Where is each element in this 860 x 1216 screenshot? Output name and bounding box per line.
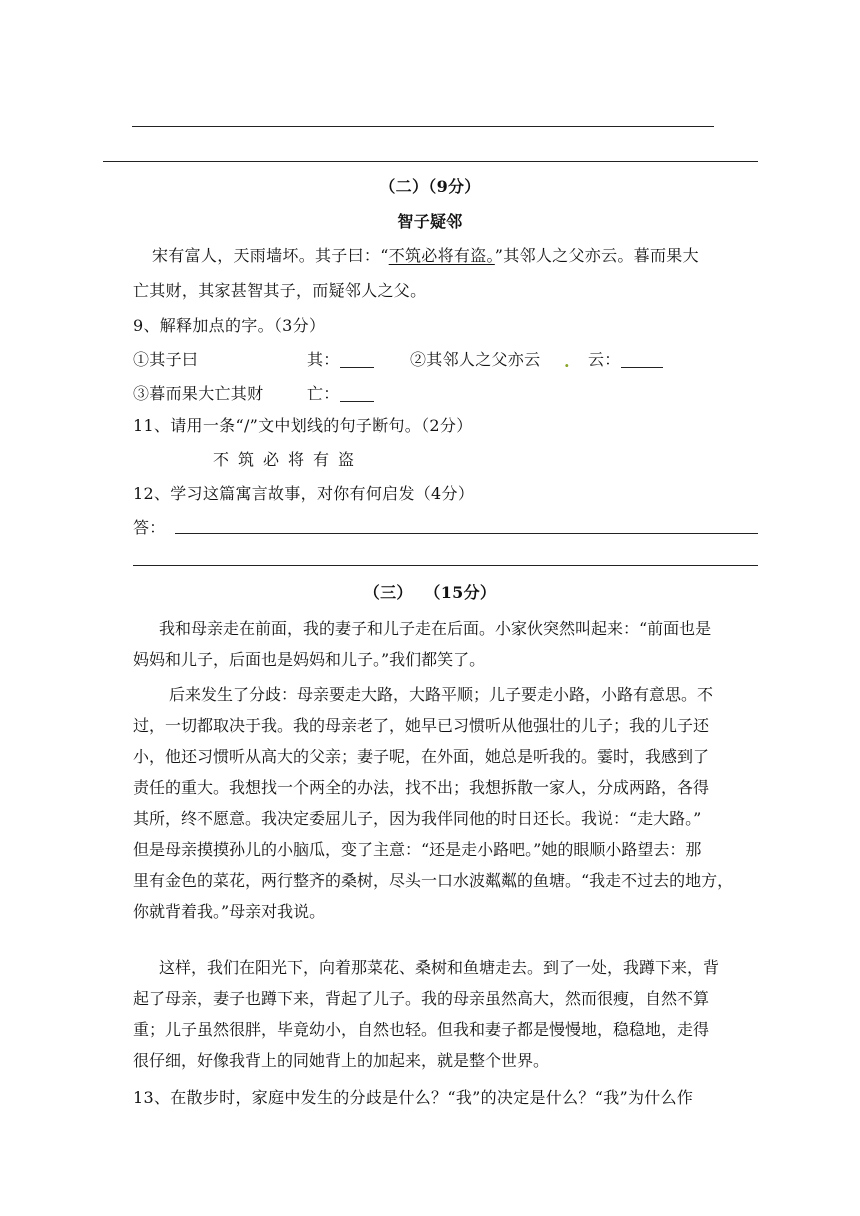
question-9: 9、解释加点的字。（3分）: [133, 316, 326, 335]
p3-line: 起了母亲，妻子也蹲下来，背起了儿子。我的母亲虽然高大，然而很瘦，自然不算: [133, 989, 710, 1008]
p1-line: 我和母亲走在前面，我的妻子和儿子走在后面。小家伙突然叫起来：“前面也是: [159, 619, 712, 638]
q9-item-3-blank[interactable]: [340, 385, 374, 402]
passage-line-2: 亡其财，其家甚智其子，而疑邻人之父。: [133, 281, 427, 300]
question-11: 11、请用一条“/”文中划线的句子断句。（2分）: [133, 416, 473, 435]
q9-item-2-key-label: 云：: [588, 350, 621, 369]
q12-answer-line-2[interactable]: [133, 565, 758, 566]
p2-line: 后来发生了分歧：母亲要走大路，大路平顺；儿子要走小路，小路有意思。不: [169, 685, 714, 704]
q9-item-1-key: [307, 350, 374, 370]
q9-item-2: ②其邻人之父亦云: [410, 350, 541, 369]
q9-item-3-key-label: 亡：: [307, 384, 340, 403]
p3-line: 这样，我们在阳光下，向着那菜花、桑树和鱼塘走去。到了一处，我蹲下来，背: [159, 958, 720, 977]
p2-line: 责任的重大。我想找一个两全的办法，找不出；我想拆散一家人，分成两路，各得: [133, 778, 710, 797]
q9-item-3-key: [307, 384, 374, 404]
q9-item-2-key: [588, 350, 663, 370]
section3-header: （三） （15分）: [363, 583, 497, 602]
answer-line-top: [132, 126, 714, 127]
emphasis-dot: .: [564, 352, 570, 371]
q11-sentence: 不筑必将有盗: [213, 450, 364, 469]
q9-item-2-blank[interactable]: [621, 351, 663, 368]
q12-answer-line-1[interactable]: [175, 533, 758, 534]
q9-item-3: ③暮而果大亡其财: [133, 384, 264, 403]
paragraph-1: [133, 613, 758, 675]
paragraph-3: [133, 952, 758, 1076]
p2-line: 过，一切都取决于我。我的母亲老了，她早已习惯听从他强壮的儿子；我的儿子还: [133, 716, 710, 735]
question-13: 13、在散步时，家庭中发生的分歧是什么？“我”的决定是什么？“我”为什么作: [133, 1088, 694, 1107]
p2-line: 里有金色的菜花，两行整齐的桑树，尽头一口水波粼粼的鱼塘。“我走不过去的地方，: [133, 871, 734, 890]
p3-line: 很仔细，好像我背上的同她背上的加起来，就是整个世界。: [133, 1051, 550, 1070]
p2-line: 小，他还习惯听从高大的父亲；妻子呢，在外面，她总是听我的。霎时，我感到了: [133, 747, 710, 766]
paragraph-2: [133, 679, 758, 927]
underlined-sentence: 不筑必将有盗。: [388, 246, 495, 265]
p2-line: 但是母亲摸摸孙儿的小脑瓜，变了主意：“还是走小路吧。”她的眼顺小路望去：那: [133, 840, 702, 859]
section2-header: （二）（9分）: [379, 177, 481, 196]
q9-item-1-key-label: 其：: [307, 350, 340, 369]
passage-title: 智子疑邻: [397, 212, 463, 231]
q9-item-1-blank[interactable]: [340, 351, 374, 368]
p1-line: 妈妈和儿子，后面也是妈妈和儿子。”我们都笑了。: [133, 650, 486, 669]
question-12: 12、学习这篇寓言故事，对你有何启发（4分）: [133, 484, 475, 503]
answer-line-top-2: [103, 161, 758, 162]
p2-line: 其所，终不愿意。我决定委屈儿子，因为我伴同他的时日还长。我说：“走大路。”: [133, 809, 702, 828]
q9-item-1: ①其子曰: [133, 350, 199, 369]
p3-line: 重；儿子虽然很胖，毕竟幼小，自然也轻。但我和妻子都是慢慢地，稳稳地，走得: [133, 1020, 710, 1039]
passage-text-a: 宋有富人，天雨墙坏。其子曰：“: [152, 246, 389, 265]
q12-answer-label: 答：: [133, 518, 166, 537]
p2-line: 你就背着我。”母亲对我说。: [133, 902, 326, 921]
passage-text-b: ”其邻人之父亦云。暮而果大: [494, 246, 699, 265]
passage-line-1: [152, 246, 699, 266]
